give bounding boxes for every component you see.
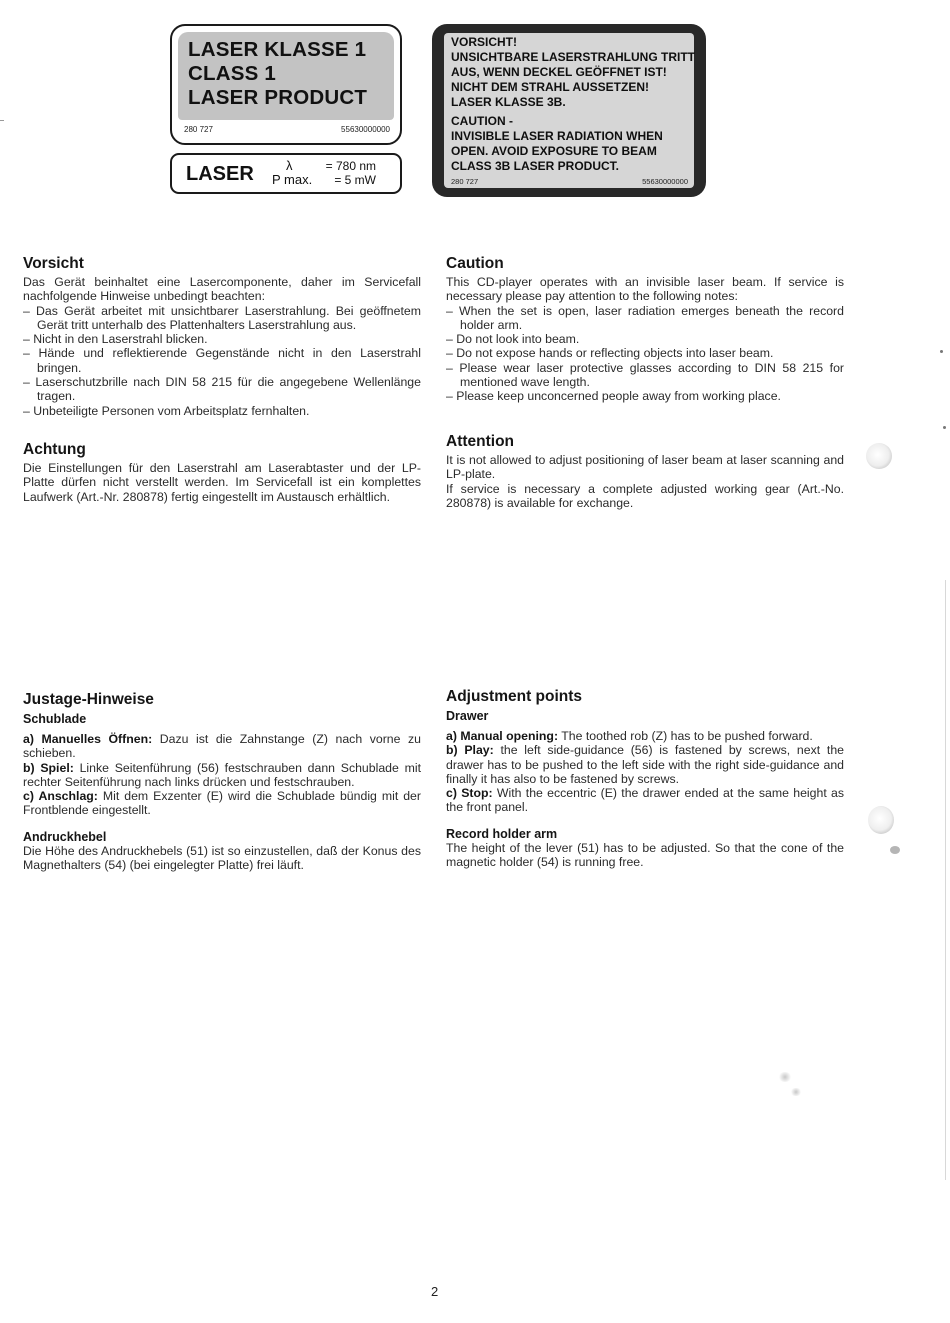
vorsicht-intro: Das Gerät beinhaltet eine Lasercomponente, daher im Servicefall nachfolgende Hinweise unbedingt beachten: xyxy=(23,275,421,304)
achtung-heading: Achtung xyxy=(23,441,86,458)
laser-spec-label xyxy=(170,153,402,194)
item-text: With the eccentric (E) the drawer ended at the same height as the front panel. xyxy=(446,786,845,815)
adjustment-subheading: Drawer xyxy=(446,709,489,723)
justage-item-a xyxy=(23,732,421,761)
vorsicht-heading: Vorsicht xyxy=(23,255,84,272)
list-item: – Unbeteiligte Personen vom Arbeitsplatz fernhalten. xyxy=(23,404,421,418)
warning-en-line: OPEN. AVOID EXPOSURE TO BEAM xyxy=(451,144,657,158)
vorsicht-list xyxy=(23,304,421,418)
attention-text-1: It is not allowed to adjust positioning of laser beam at laser scanning and LP-plate. xyxy=(446,453,844,482)
andruckhebel-heading: Andruckhebel xyxy=(23,829,107,844)
spec-symbols xyxy=(272,159,312,187)
scan-speck xyxy=(790,1088,802,1096)
warning-de-line: LASER KLASSE 3B. xyxy=(451,95,566,109)
laser-class-1-label xyxy=(170,24,402,145)
warning-de-line: AUS, WENN DECKEL GEÖFFNET IST! xyxy=(451,65,667,79)
list-item: – When the set is open, laser radiation emerges beneath the record holder arm. xyxy=(446,304,844,333)
warning-code-right: 55630000000 xyxy=(642,177,688,186)
record-holder-arm-text: The height of the lever (51) has to be adjusted. So that the cone of the magnetic holder (54) is running free. xyxy=(446,840,844,870)
label-code-left: 280 727 xyxy=(184,125,213,134)
warning-codes xyxy=(451,177,688,186)
label-line-3: LASER PRODUCT xyxy=(188,86,368,109)
attention-text-2: If service is necessary a complete adjusted working gear (Art.-No. 280878) is available for exchange. xyxy=(446,481,844,510)
pmax-value: = 5 mW xyxy=(334,173,376,187)
item-label: a) Manuelles Öffnen: xyxy=(23,732,153,746)
item-label: c) Stop: xyxy=(446,786,493,801)
adjustment-item-b xyxy=(446,743,844,786)
page-number: 2 xyxy=(431,1284,439,1299)
justage-item-c xyxy=(23,789,421,818)
justage-heading: Justage-Hinweise xyxy=(23,691,154,708)
list-item: – Das Gerät arbeitet mit unsichtbarer Laserstrahlung. Bei geöffnetem Gerät tritt unterhalb des Plattenhalters Laserstrahlung aus. xyxy=(23,304,421,333)
warning-de-line: NICHT DEM STRAHL AUSSETZEN! xyxy=(451,80,649,94)
scan-speck xyxy=(0,120,4,121)
caution-intro: This CD-player operates with an invisible laser beam. If service is necessary please pay attention to the following notes: xyxy=(446,275,844,304)
adjustment-item-c xyxy=(446,786,844,815)
record-holder-arm-heading: Record holder arm xyxy=(446,826,558,841)
scan-edge-line xyxy=(945,580,946,1180)
scan-hole-mark xyxy=(866,443,892,469)
lambda-value: = 780 nm xyxy=(325,159,376,173)
warning-en-line: CLASS 3B LASER PRODUCT. xyxy=(451,159,620,173)
pmax-symbol: P max. xyxy=(272,172,313,187)
caution-heading: Caution xyxy=(446,255,504,272)
list-item: – Hände und reflektierende Gegenstände nicht in den Laserstrahl bringen. xyxy=(23,346,421,375)
adjustment-item-a xyxy=(446,729,844,743)
scan-hole-mark xyxy=(868,806,894,834)
justage-item-b xyxy=(23,761,421,790)
scan-speck xyxy=(778,1072,792,1082)
item-text: Mit dem Exzenter (E) wird die Schublade bündig mit der Frontblende eingestellt. xyxy=(23,789,421,818)
item-label: c) Anschlag: xyxy=(23,789,98,804)
list-item: – Nicht in den Laserstrahl blicken. xyxy=(23,332,421,346)
item-text: Linke Seitenführung (56) festschrauben dann Schublade mit rechter Seitenführung nach links drücken und festschrauben. xyxy=(23,760,421,789)
warning-code-left: 280 727 xyxy=(451,177,479,186)
item-label: a) Manual opening: xyxy=(446,729,559,743)
list-item: – Do not look into beam. xyxy=(446,332,844,346)
label-line-2: CLASS 1 xyxy=(188,62,276,85)
warning-de-line: VORSICHT! xyxy=(451,35,517,49)
list-item: – Please wear laser protective glasses according to DIN 58 215 for mentioned wave length. xyxy=(446,361,844,390)
warning-en-line: INVISIBLE LASER RADIATION WHEN xyxy=(451,129,663,143)
list-item: – Please keep unconcerned people away from working place. xyxy=(446,389,844,403)
justage-subheading: Schublade xyxy=(23,712,87,726)
lambda-symbol: λ xyxy=(286,158,293,173)
caution-list xyxy=(446,304,844,404)
laser-warning-label xyxy=(432,24,706,197)
vorsicht-section xyxy=(23,254,421,418)
attention-section xyxy=(446,432,844,510)
label-line-1: LASER KLASSE 1 xyxy=(188,38,367,61)
label-code-right: 55630000000 xyxy=(341,125,390,134)
item-label: b) Spiel: xyxy=(23,760,74,775)
list-item: – Do not expose hands or reflecting objects into laser beam. xyxy=(446,346,844,360)
list-item: – Laserschutzbrille nach DIN 58 215 für die angegebene Wellenlänge tragen. xyxy=(23,375,421,404)
item-text: the left side-guidance (56) is fastened by screws, next the drawer has to be pushed to the left side with the right side-guidance and finally it has also to be fastened by screws. xyxy=(446,743,844,786)
attention-heading: Attention xyxy=(446,433,515,450)
warning-en-line: CAUTION - xyxy=(451,114,513,128)
justage-section xyxy=(23,690,421,872)
item-text: The toothed rob (Z) has to be pushed forward. xyxy=(561,729,813,743)
andruckhebel-text: Die Höhe des Andruckhebels (51) ist so einzustellen, daß der Konus des Magnethalters (54) (bei eingelegter Platte) frei läuft. xyxy=(23,843,421,873)
scan-speck xyxy=(940,350,943,353)
item-text: Dazu ist die Zahnstange (Z) nach vorne zu schieben. xyxy=(23,732,421,761)
scan-speck xyxy=(890,846,900,854)
adjustment-heading: Adjustment points xyxy=(446,688,583,705)
adjustment-section xyxy=(446,687,844,869)
scan-speck xyxy=(943,426,946,429)
caution-section xyxy=(446,254,844,404)
warning-de-line: UNSICHTBARE LASERSTRAHLUNG TRITT xyxy=(451,50,695,64)
warning-panel xyxy=(444,33,694,188)
achtung-text: Die Einstellungen für den Laserstrahl am Laserabtaster und der LP-Platte dürfen nicht verstellt werden. Im Servicefall ist ein komplettes Laufwerk (Art.-Nr. 280878) fertig eingestellt im Austausch erhältlich. xyxy=(23,461,421,504)
achtung-section xyxy=(23,440,421,504)
spec-word: LASER xyxy=(186,163,254,185)
label-codes xyxy=(184,125,390,134)
spec-values xyxy=(326,159,376,187)
label-grey-panel xyxy=(178,32,394,120)
item-label: b) Play: xyxy=(446,743,494,758)
